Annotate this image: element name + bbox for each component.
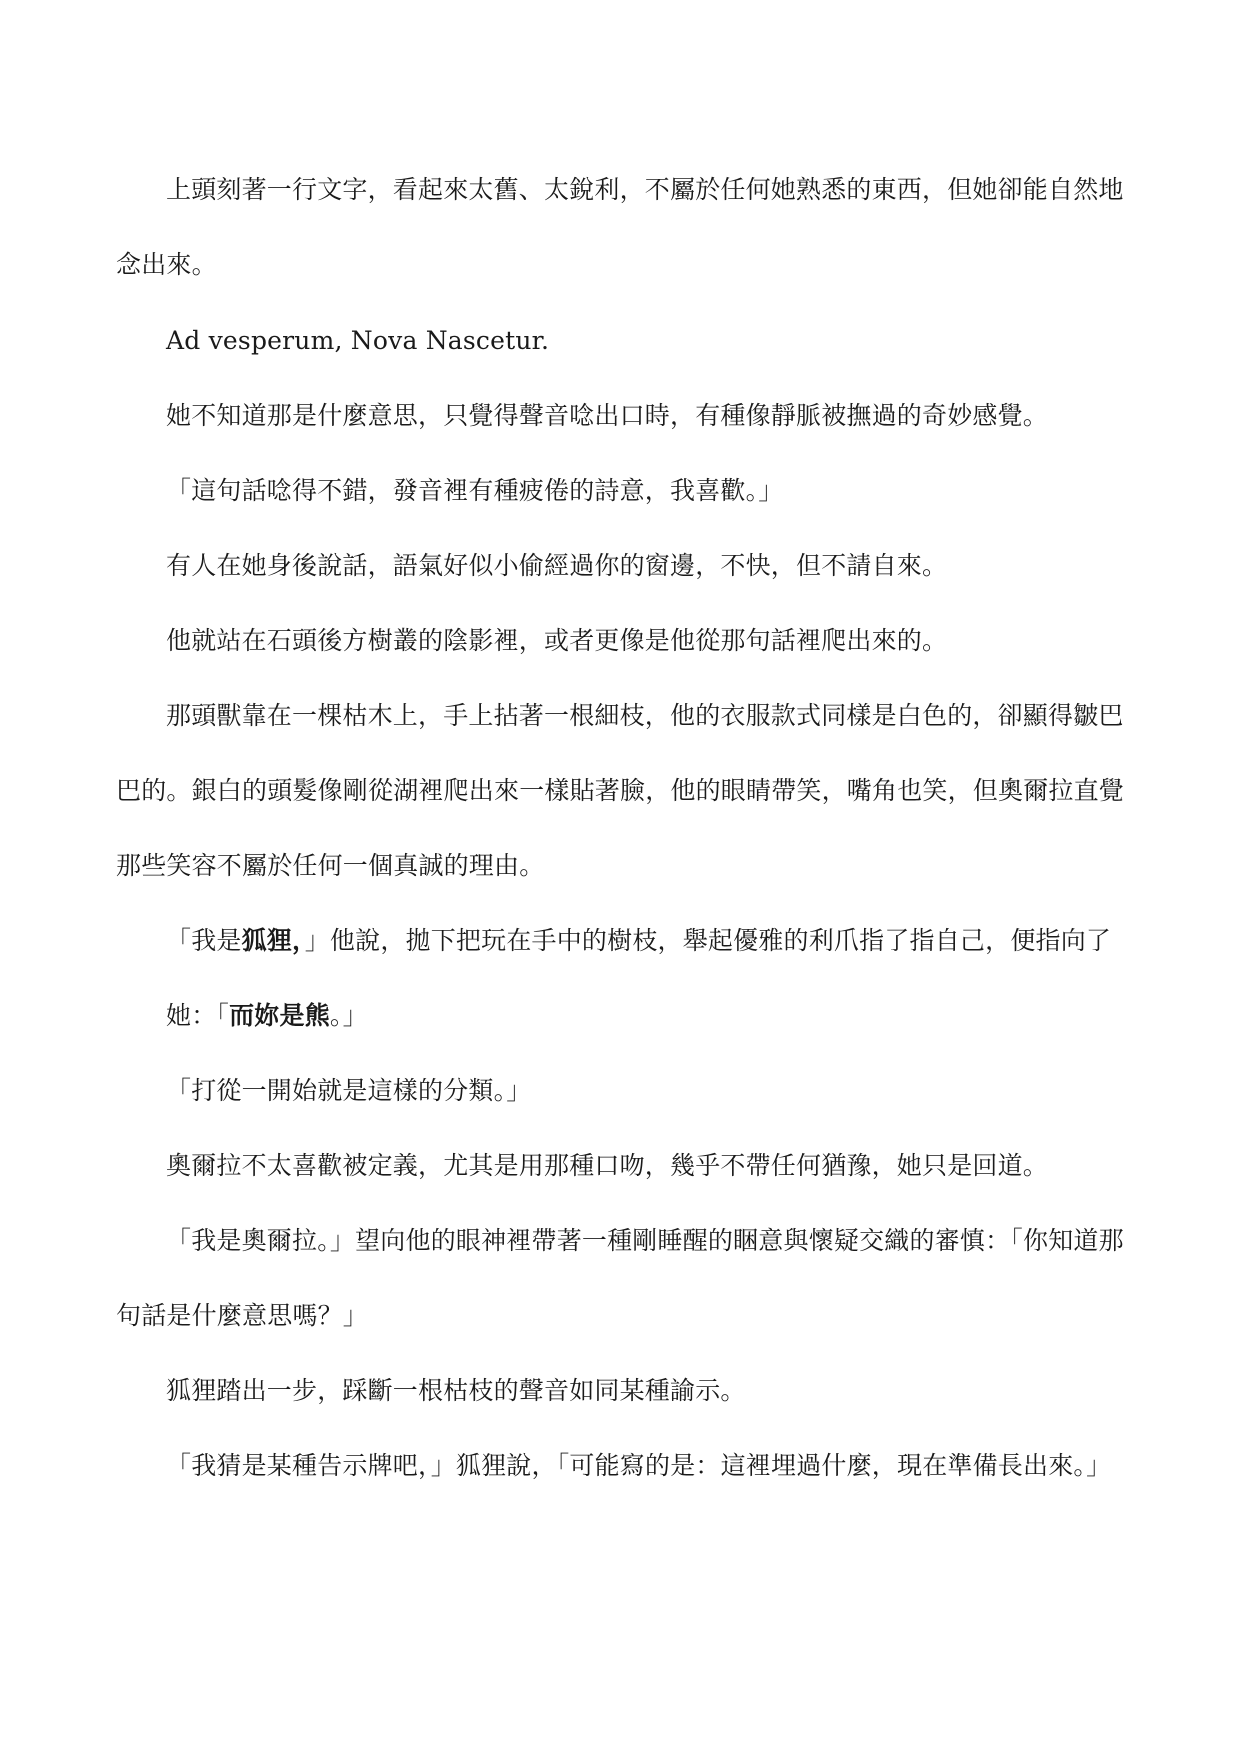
paragraph-9-bold: 而妳是熊 [229,1001,330,1030]
paragraph-8-pre: 「我是 [166,926,242,955]
paragraph-2-latin-inscription: Ad vesperum, Nova Nascetur. [166,326,550,355]
paragraph-1: 上頭刻著一行文字，看起來太舊、太銳利，不屬於任何她熟悉的東西，但她卻能自然地念出來。 [116,175,1124,279]
paragraph-5: 有人在她身後說話，語氣好似小偷經過你的窗邊，不快，但不請自來。 [166,551,948,580]
paragraph-8-post: 」他說，拋下把玩在手中的樹枝，舉起優雅的利爪指了指自己，便指向了 [304,926,1112,955]
paragraph-6: 他就站在石頭後方樹叢的陰影裡，或者更像是他從那句話裡爬出來的。 [166,626,948,655]
paragraph-7: 那頭獸靠在一棵枯木上，手上拈著一根細枝，他的衣服款式同樣是白色的，卻顯得皺巴巴的。銀白的頭髮像剛從湖裡爬出來一樣貼著臉，他的眼睛帶笑，嘴角也笑，但奧爾拉直覺那些笑容不屬於任何一個真誠的理由。 [116,701,1125,880]
paragraph-12: 「我是奧爾拉。」望向他的眼神裡帶著一種剛睡醒的睏意與懷疑交織的審慎：「你知道那句話是什麼意思嗎？」 [116,1226,1124,1330]
paragraph-14: 「我猜是某種告示牌吧，」狐狸說，「可能寫的是：這裡埋過什麼，現在準備長出來。」 [166,1451,1112,1480]
paragraph-9-post: 。」 [329,1001,368,1030]
paragraph-10: 「打從一開始就是這樣的分類。」 [166,1076,532,1105]
paragraph-13: 狐狸踏出一步，踩斷一根枯枝的聲音如同某種諭示。 [166,1376,746,1405]
paragraph-11: 奧爾拉不太喜歡被定義，尤其是用那種口吻，幾乎不帶任何猶豫，她只是回道。 [166,1151,1049,1180]
paragraph-3: 她不知道那是什麼意思，只覺得聲音唸出口時，有種像靜脈被撫過的奇妙感覺。 [166,401,1049,430]
paragraph-4: 「這句話唸得不錯，發音裡有種疲倦的詩意，我喜歡。」 [166,476,784,505]
paragraph-8-bold: 狐狸， [241,926,305,955]
paragraph-9-pre: 她：「 [166,1001,230,1030]
paragraph-8 [116,903,1128,978]
paragraph-9 [116,978,1128,1053]
